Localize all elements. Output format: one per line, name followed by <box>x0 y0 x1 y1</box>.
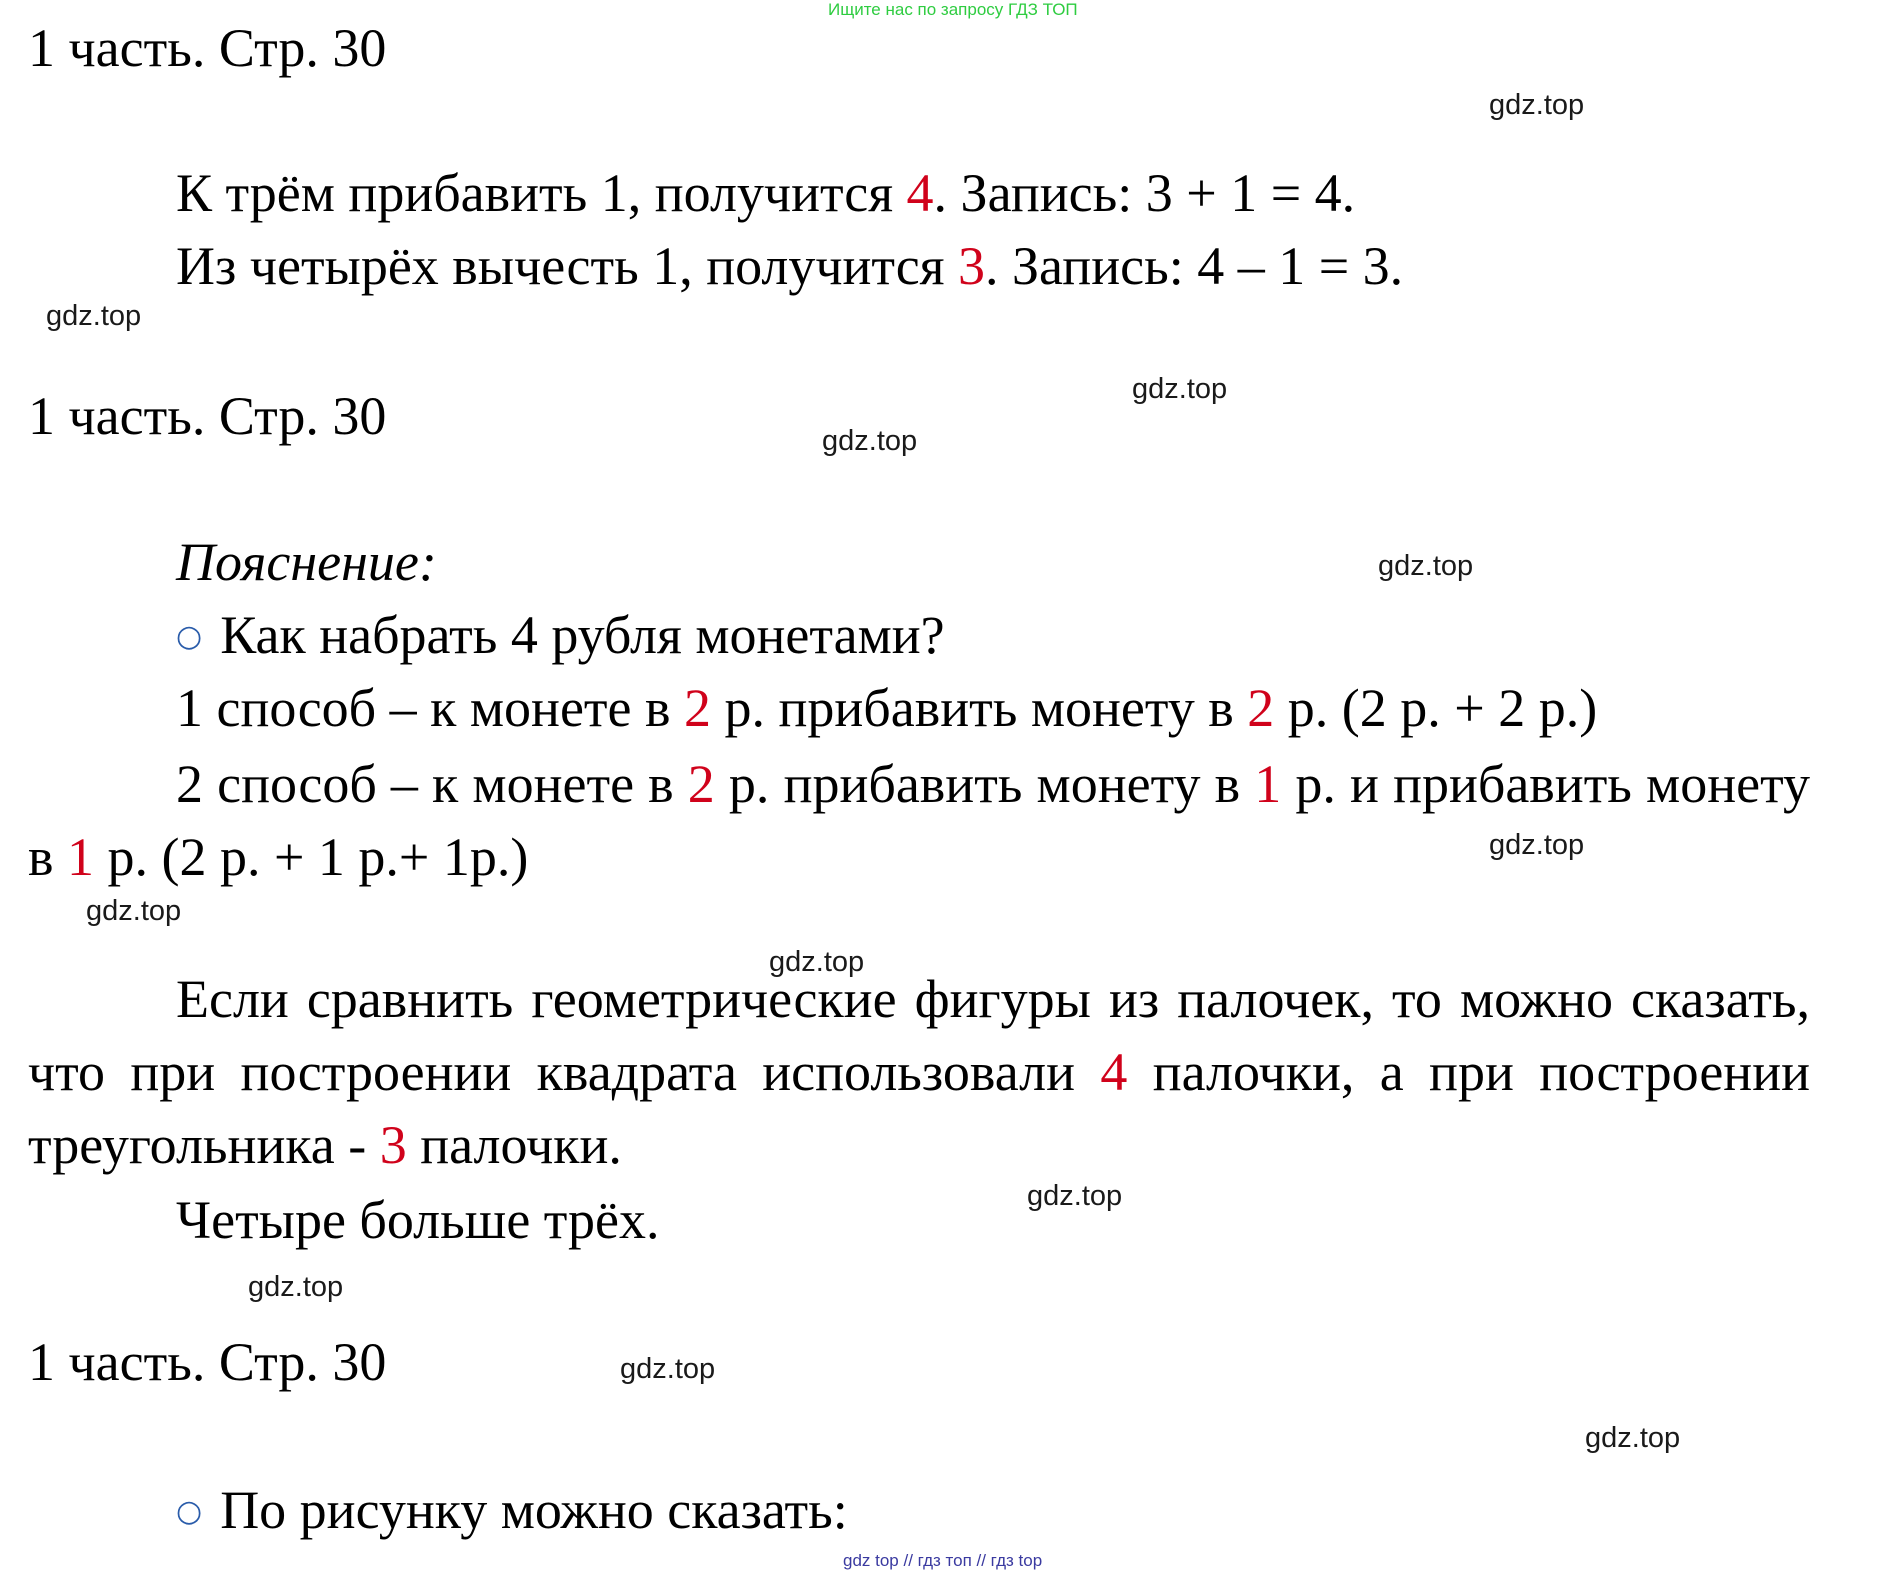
watermark: gdz.top <box>769 946 865 978</box>
section3-heading: 1 часть. Стр. 30 <box>28 1332 387 1392</box>
question-line: ○ Как набрать 4 рубля монетами? <box>176 605 945 665</box>
way2-paragraph: 2 способ – к монете в 2 р. прибавить монету в 1 р. и прибавить монету в 1 р. (2 р. + 1 р.+ 1р.) <box>28 754 1810 887</box>
watermark: gdz.top <box>86 895 182 927</box>
watermark: gdz.top <box>1585 1422 1681 1454</box>
watermark: gdz.top <box>1489 829 1585 861</box>
bullet-circle-icon: ○ <box>176 1493 203 1529</box>
section1-heading: 1 часть. Стр. 30 <box>28 18 387 78</box>
watermark: gdz.top <box>1132 373 1228 405</box>
bottom-banner: gdz top // гдз топ // гдз top <box>843 1551 1043 1570</box>
watermark: gdz.top <box>1027 1180 1123 1212</box>
way1-line: 1 способ – к монете в 2 р. прибавить монету в 2 р. (2 р. + 2 р.) <box>176 678 1598 738</box>
compare-paragraph: Если сравнить геометрические фигуры из палочек, то можно сказать, что при построении квадрата использовали 4 палочки, а при построении треугольника - 3 палочки. <box>28 969 1810 1175</box>
section3-line: ○ По рисунку можно сказать: <box>176 1480 848 1540</box>
conclusion-line: Четыре больше трёх. <box>176 1190 660 1250</box>
top-banner: Ищите нас по запросу ГДЗ ТОП <box>828 0 1078 19</box>
watermark: gdz.top <box>822 425 918 457</box>
watermark: gdz.top <box>620 1353 716 1385</box>
watermark: gdz.top <box>46 300 142 332</box>
bullet-circle-icon: ○ <box>176 618 203 654</box>
watermark: gdz.top <box>248 1271 344 1303</box>
watermark: gdz.top <box>1489 89 1585 121</box>
explanation-label: Пояснение: <box>176 532 437 592</box>
watermark: gdz.top <box>1378 550 1474 582</box>
section1-line1: К трём прибавить 1, получится 4. Запись: 3 + 1 = 4. <box>176 163 1356 223</box>
section1-line2: Из четырёх вычесть 1, получится 3. Запись: 4 – 1 = 3. <box>176 236 1404 296</box>
section2-heading: 1 часть. Стр. 30 <box>28 386 387 446</box>
